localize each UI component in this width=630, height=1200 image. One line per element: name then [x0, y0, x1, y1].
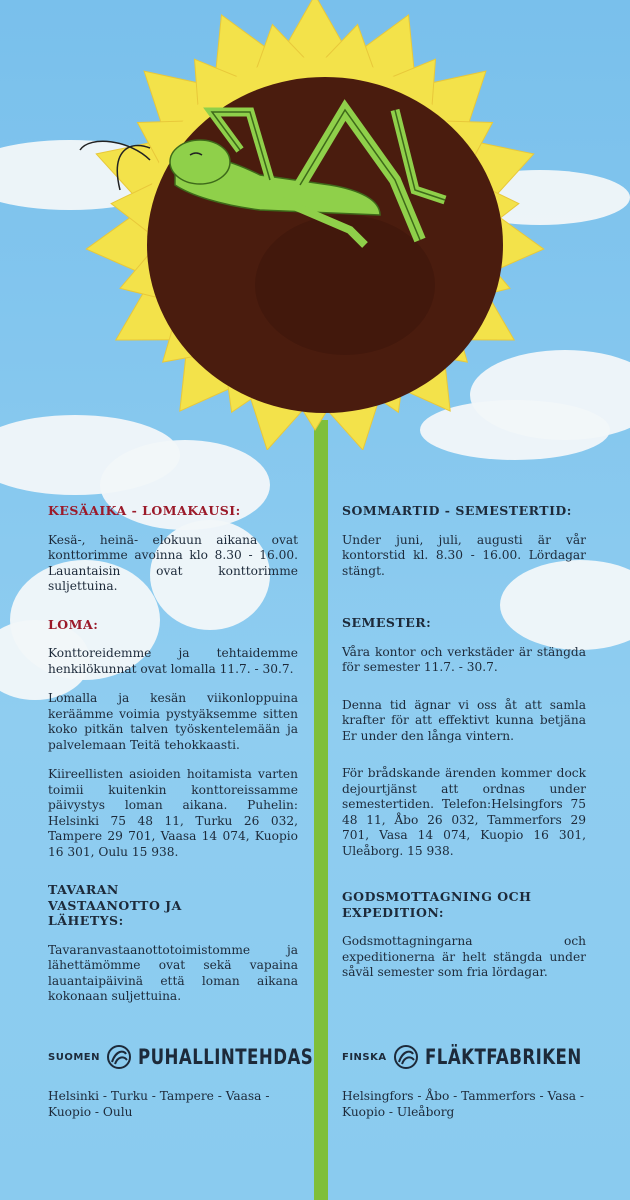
- right-summer-text: Under juni, juli, augusti är vår kontorstid kl. 8.30 - 16.00. Lördagar stängt.: [342, 532, 586, 578]
- right-cities-list: Helsingfors - Åbo - Tammerfors - Vasa - Kuopio - Uleåborg: [342, 1089, 584, 1119]
- left-vacation-text: Konttoreidemme ja tehtaidemme henkilökunnat ovat lomalla 11.7. - 30.7.: [48, 646, 298, 676]
- brand-big-label: PUHALLINTEHDAS: [137, 1045, 314, 1069]
- fan-logo-icon: [106, 1044, 132, 1070]
- right-weekend-text: Denna tid ägnar vi oss åt att samla krafter för att effektivt kunna betjäna Er under den långa vintern.: [342, 697, 586, 743]
- sunflower-stem: [314, 420, 328, 1200]
- finnish-column: [48, 503, 298, 1005]
- left-summer-text: Kesä-, heinä- elokuun aikana ovat konttorimme avoinna klo 8.30 - 16.00. Lauantaisin ovat konttorimme suljettuina.: [48, 532, 298, 593]
- brand-finska-flaktfabriken: [342, 1044, 603, 1070]
- brand-suomen-puhallintehdas: [48, 1044, 337, 1070]
- right-vacation-text: Våra kontor och verkstäder är stängda för semester 11.7. - 30.7.: [342, 644, 586, 674]
- left-weekend-text: Lomalla ja kesän viikonloppuina keräämme voimia pystyäksemme sitten koko pitkän talven työskentelemään ja palvelemaan Teitä tehokkaasti.: [48, 691, 298, 752]
- right-heading-vacation: SEMESTER:: [342, 615, 432, 630]
- right-heading-goods: GODSMOTTAGNING OCH EXPEDITION:: [342, 889, 532, 920]
- brand-small-label: FINSKA: [342, 1051, 387, 1063]
- left-duty-text: Kiireellisten asioiden hoitamista varten toimii kuitenkin konttoreissamme päivystys loman aikana. Puhelin: Helsinki 75 48 11, Turku 26 032, Tampere 29 701, Vaasa 14 074, Kuopio 16 301, Oulu 15 938.: [48, 767, 298, 859]
- left-heading-vacation: LOMA:: [48, 616, 99, 632]
- left-heading-summer: KESÄAIKA - LOMAKAUSI:: [48, 503, 241, 518]
- sunflower-illustration: [0, 0, 630, 450]
- left-cities-list: Helsinki - Turku - Tampere - Vaasa - Kuopio - Oulu: [48, 1089, 270, 1119]
- right-goods-text: Godsmottagningarna och expeditionerna är helt stängda under såväl semester som fria lördagar.: [342, 934, 586, 979]
- left-heading-goods: TAVARAN VASTAANOTTO JA LÄHETYS:: [48, 882, 182, 928]
- brand-big-label: FLÄKTFABRIKEN: [424, 1045, 582, 1069]
- fan-logo-icon: [393, 1044, 419, 1070]
- left-goods-text: Tavaranvastaanottotoimistomme ja lähettämömme ovat sekä vapaina lauantaipäivinä että loman aikana kokonaan suljettuina.: [48, 942, 298, 1003]
- swedish-column: [342, 503, 586, 981]
- right-duty-text: För brådskande ärenden kommer dock dejourtjänst att ordnas under semestertiden. Telefon:Helsingfors 75 48 11, Åbo 26 032, Tammerfors 29 701, Vasa 14 074, Kuopio 16 301, Uleåborg. 15 938.: [342, 766, 586, 858]
- right-heading-summer: SOMMARTID - SEMESTERTID:: [342, 503, 572, 518]
- brand-small-label: SUOMEN: [48, 1051, 100, 1063]
